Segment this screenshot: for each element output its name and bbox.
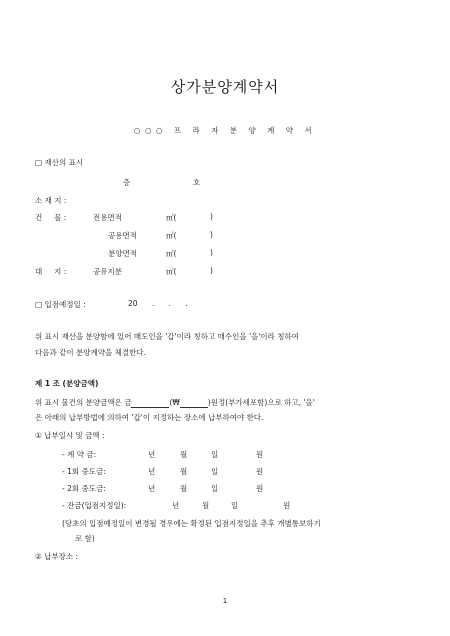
- article-1-text-b: (₩: [169, 398, 180, 407]
- payment-label: - 계 약 금:: [62, 450, 97, 459]
- page-title: 상가분양계약서: [170, 78, 280, 96]
- payment-year: 년: [148, 467, 156, 476]
- area-close: ): [210, 212, 213, 221]
- document-subtitle: ○○○ 프 라 자 분 양 계 약 서: [133, 126, 317, 135]
- intro-line-1: 위 표시 재산을 분양함에 있어 매도인을 '갑'이라 칭하고 매수인을 '을'이라 칭하여: [35, 332, 299, 341]
- payment-month: 월: [180, 467, 188, 476]
- payment-place-item: ② 납부장소 :: [35, 552, 78, 561]
- payment-won: 원: [283, 501, 291, 510]
- payment-day: 일: [211, 484, 219, 493]
- article-1-line-2: 은 아래의 납부방법에 의하여 '갑'이 지정하는 장소에 납부하여야 한다.: [35, 413, 264, 422]
- payment-month: 월: [180, 450, 188, 459]
- intro-line-2: 다음과 같이 분양계약을 체결한다.: [35, 348, 146, 357]
- unit-label: 호: [193, 178, 201, 187]
- land-share-label: 공유지분: [93, 267, 122, 276]
- area-close: ): [210, 248, 213, 257]
- payment-day: 일: [211, 450, 219, 459]
- section-heading-property: □ 재산의 표시: [35, 158, 84, 167]
- area-row-label: 분양면적: [108, 249, 137, 258]
- payment-won: 원: [256, 467, 264, 476]
- payment-day: 일: [211, 467, 219, 476]
- note-line-2: 로 함): [75, 534, 95, 543]
- area-row-label: 전용면적: [93, 213, 122, 222]
- land-close: ): [210, 266, 213, 275]
- page-number: 1: [222, 597, 228, 605]
- area-unit: ㎡(: [166, 213, 177, 222]
- area-close: ): [210, 230, 213, 239]
- payment-month: 월: [202, 501, 210, 510]
- payment-day: 일: [231, 501, 239, 510]
- floor-label: 층: [123, 178, 131, 187]
- payment-label: - 잔금(입점지정일):: [62, 501, 127, 510]
- payment-won: 원: [256, 450, 264, 459]
- amount-won-blank: [180, 399, 208, 408]
- payment-label: - 1회 중도금:: [62, 467, 106, 476]
- payment-year: 년: [172, 501, 180, 510]
- land-label: 대 지 :: [35, 267, 67, 276]
- payment-year: 년: [148, 484, 156, 493]
- area-unit: ㎡(: [166, 249, 177, 258]
- payment-year: 년: [148, 450, 156, 459]
- article-1-heading: 제 1 조 (분양금액): [35, 379, 99, 388]
- payment-schedule-item: ① 납부일시 및 금액 :: [35, 431, 105, 440]
- address-label: 소 재 지 :: [35, 196, 67, 205]
- article-1-text-a: 위 표시 물건의 분양금액은 금: [35, 398, 132, 407]
- payment-month: 월: [180, 484, 188, 493]
- move-in-date: 20 . . .: [128, 299, 188, 308]
- land-unit: ㎡(: [166, 267, 177, 276]
- article-1-text-c: )원정(부가세포함)으로 하고, '을': [207, 398, 315, 407]
- amount-blank: [131, 399, 169, 408]
- building-label: 건 물 :: [35, 213, 67, 222]
- article-1-line-1: [35, 397, 315, 408]
- payment-label: - 2회 중도금:: [62, 484, 106, 493]
- area-row-label: 공용면적: [108, 231, 137, 240]
- payment-won: 원: [256, 484, 264, 493]
- move-in-label: □ 입점예정일 :: [35, 300, 86, 309]
- area-unit: ㎡(: [166, 231, 177, 240]
- note-line-1: (당초의 입점예정일이 변경될 경우에는 확정된 입점지정일을 추후 개별통보하기: [62, 519, 321, 528]
